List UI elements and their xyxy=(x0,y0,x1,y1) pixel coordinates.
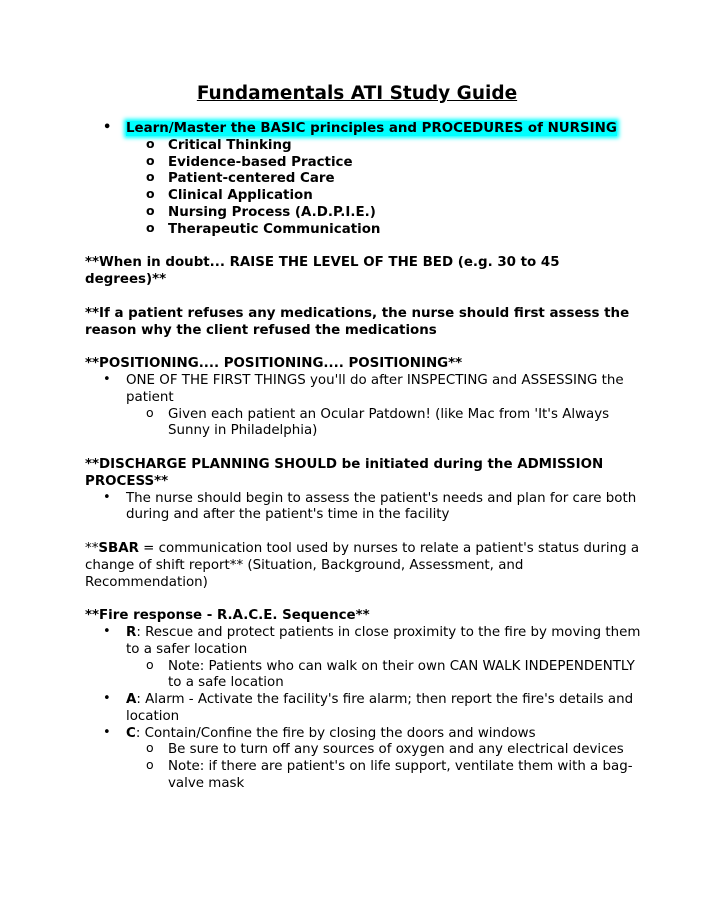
sub-item: o Clinical Application xyxy=(146,186,313,204)
sub-item: o Evidence-based Practice xyxy=(146,152,353,170)
sub-item: o Note: Patients who can walk on their own CAN WALK INDEPENDENTLY to a safe location xyxy=(146,656,635,691)
positioning-heading: **POSITIONING.... POSITIONING.... POSITIONING** xyxy=(85,356,463,372)
circle-bullet-icon: o xyxy=(146,169,155,185)
circle-bullet-icon: o xyxy=(146,757,154,773)
bullet-icon: • xyxy=(103,623,111,639)
circle-bullet-icon: o xyxy=(146,219,155,235)
circle-bullet-icon: o xyxy=(146,740,154,756)
race-heading: **Fire response - R.A.C.E. Sequence** xyxy=(85,608,370,624)
circle-bullet-icon: o xyxy=(146,186,155,202)
list-item: • A: Alarm - Activate the facility's fire alarm; then report the fire's details and location xyxy=(103,691,634,724)
circle-bullet-icon: o xyxy=(146,135,155,151)
bullet-icon: • xyxy=(103,691,111,707)
circle-bullet-icon: o xyxy=(146,656,154,672)
circle-bullet-icon: o xyxy=(146,202,155,218)
discharge-heading: **DISCHARGE PLANNING SHOULD be initiated during the ADMISSION PROCESS** xyxy=(85,456,604,489)
sub-item: o Note: if there are patient's on life support, ventilate them with a bag-valve mask xyxy=(146,757,633,792)
note-bed: **When in doubt... RAISE THE LEVEL OF THE BED (e.g. 30 to 45 degrees)** xyxy=(85,255,560,288)
page-title: Fundamentals ATI Study Guide xyxy=(196,83,518,104)
sub-item: o Therapeutic Communication xyxy=(146,219,381,237)
list-item: • R: Rescue and protect patients in close proximity to the fire by moving them to a safer location xyxy=(103,623,641,657)
list-item: • ONE OF THE FIRST THINGS you'll do after INSPECTING and ASSESSING the patient xyxy=(103,371,624,405)
note-refuse: **If a patient refuses any medications, the nurse should first assess the reason why the client refused the medications xyxy=(85,305,630,338)
sbar-paragraph: **SBAR = communication tool used by nurses to relate a patient's status during a change of shift report** (Situation, Background, Assessment, and Recommendation) xyxy=(85,540,640,590)
circle-bullet-icon: o xyxy=(146,152,155,168)
sub-item: o Nursing Process (A.D.P.I.E.) xyxy=(146,202,376,220)
sbar-term: SBAR xyxy=(98,540,139,556)
bullet-icon: • xyxy=(103,371,111,387)
circle-bullet-icon: o xyxy=(146,404,154,420)
list-item: • C: Contain/Confine the fire by closing the doors and windows xyxy=(103,724,536,741)
sub-item: o Be sure to turn off any sources of oxygen and any electrical devices xyxy=(146,740,624,758)
list-item-learn xyxy=(85,121,645,138)
sub-item: o Patient-centered Care xyxy=(146,169,335,187)
highlighted-text: Learn/Master the BASIC principles and PROCEDURES of NURSING xyxy=(126,121,617,136)
list-item: • The nurse should begin to assess the patient's needs and plan for care both during and after the patient's time in the facility xyxy=(103,489,637,523)
bullet-icon: • xyxy=(103,489,111,505)
sub-item: o Critical Thinking xyxy=(146,135,292,153)
document-body xyxy=(85,121,645,793)
sub-item: o Given each patient an Ocular Patdown! (like Mac from 'It's Always Sunny in Philadelphia) xyxy=(146,404,610,439)
bullet-icon: • xyxy=(103,120,112,135)
bullet-icon: • xyxy=(103,724,111,740)
